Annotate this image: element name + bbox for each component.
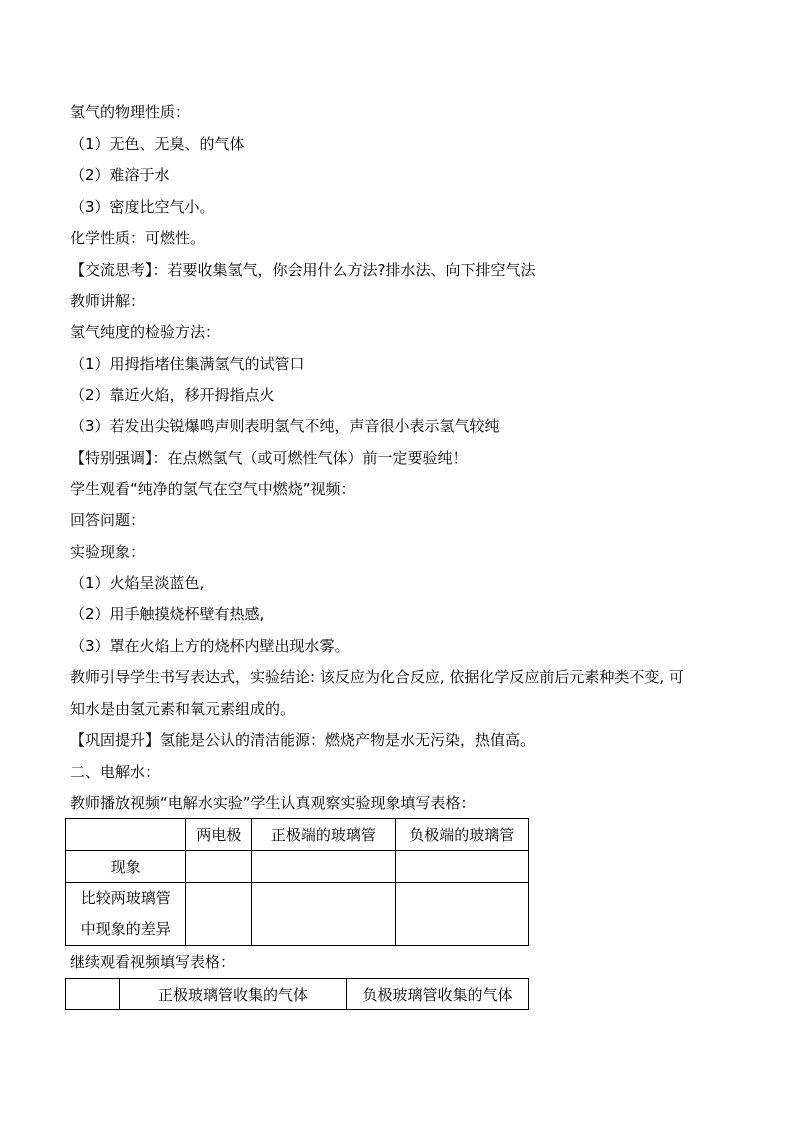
- text-line: 继续观看视频填写表格：: [70, 953, 236, 971]
- text-line: （1）无色、无臭、的气体: [70, 135, 245, 153]
- table-cell: [66, 819, 186, 851]
- gas-collection-table: [65, 978, 529, 1010]
- table-cell[interactable]: [395, 851, 528, 883]
- table-row: [66, 883, 529, 946]
- row-label-line: 比较两玻璃管: [80, 889, 171, 907]
- text-line: （3）密度比空气小。: [70, 198, 215, 216]
- text-line: （2）靠近火焰，移开拇指点火: [70, 386, 275, 404]
- table-header-row: [66, 979, 529, 1010]
- table-cell[interactable]: [252, 851, 395, 883]
- text-line: （3）若发出尖锐爆鸣声则表明氢气不纯，声音很小表示氢气较纯: [70, 417, 500, 435]
- row-label-line: 中现象的差异: [80, 920, 171, 938]
- table-header-cell: 正极端的玻璃管: [252, 819, 395, 851]
- table-cell[interactable]: [186, 883, 252, 946]
- table-header-cell: 正极玻璃管收集的气体: [120, 979, 347, 1010]
- table-header-row: [66, 819, 529, 851]
- table-header-cell: 负极端的玻璃管: [395, 819, 528, 851]
- text-line: 教师播放视频“电解水实验”学生认真观察实验现象填写表格：: [70, 794, 476, 812]
- text-line: （2）难溶于水: [70, 166, 170, 184]
- table-cell[interactable]: [252, 883, 395, 946]
- row-label: [66, 883, 186, 946]
- text-line: （1）用拇指堵住集满氢气的试管口: [70, 355, 305, 373]
- observation-table: [65, 818, 529, 946]
- table-cell[interactable]: [395, 883, 528, 946]
- text-line: （2）用手触摸烧杯壁有热感,: [70, 605, 265, 623]
- text-line: （1）火焰呈淡蓝色,: [70, 574, 205, 592]
- table-row: [66, 851, 529, 883]
- text-line: 知水是由氢元素和氧元素组成的。: [70, 700, 296, 718]
- table-header-cell: 负极玻璃管收集的气体: [347, 979, 529, 1010]
- text-line: 【交流思考】：若要收集氢气，你会用什么方法?排水法、向下排空气法: [70, 261, 536, 279]
- text-line: 化学性质：可燃性。: [70, 229, 206, 247]
- text-line: 回答问题：: [70, 511, 146, 529]
- text-line: 实验现象：: [70, 543, 146, 561]
- table-cell: [66, 979, 120, 1010]
- table-cell[interactable]: [186, 851, 252, 883]
- text-line: 教师讲解：: [70, 292, 146, 310]
- table-header-cell: 两电极: [186, 819, 252, 851]
- text-line: （3）罩在火焰上方的烧杯内壁出现水雾。: [70, 637, 350, 655]
- text-line: 氢气纯度的检验方法：: [70, 323, 221, 341]
- row-label: 现象: [66, 851, 186, 883]
- text-line: 【特别强调】：在点燃氢气（或可燃性气体）前一定要验纯！: [70, 449, 468, 467]
- text-line: 学生观看“纯净的氢气在空气中燃烧”视频：: [70, 480, 356, 498]
- text-line: 教师引导学生书写表达式，实验结论: 该反应为化合反应, 依据化学反应前后元素种类不变, 可: [70, 668, 684, 686]
- text-line: 氢气的物理性质：: [70, 103, 191, 121]
- text-line: 【巩固提升】氢能是公认的清洁能源：燃烧产物是水无污染，热值高。: [70, 731, 536, 749]
- text-line: 二、电解水：: [70, 763, 161, 781]
